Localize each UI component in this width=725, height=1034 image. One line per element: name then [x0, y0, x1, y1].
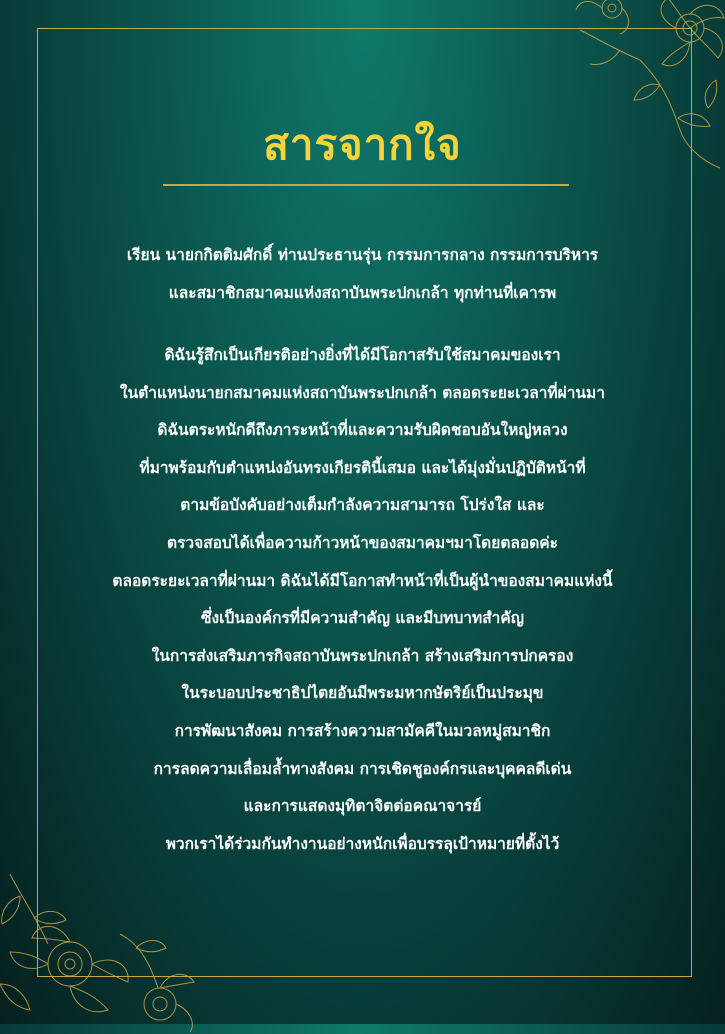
body-line: ดิฉันรู้สึกเป็นเกียรติอย่างยิ่งที่ได้มีโอกาสรับใช้สมาคมของเรา — [164, 346, 561, 364]
body-line: ที่มาพร้อมกับตำแหน่งอันทรงเกียรตินี้เสมอ และได้มุ่งมั่นปฏิบัติหน้าที่ — [139, 458, 586, 477]
body-line: ในระบอบประชาธิปไตยอันมีพระมหากษัตริย์เป็นประมุข — [181, 684, 544, 703]
floral-corner-bottom-left-icon — [0, 834, 230, 1034]
greeting-line: เรียน นายกกิตติมศักดิ์ ท่านประธานรุ่น กรรมการกลาง กรรมการบริหาร — [126, 246, 599, 264]
body-line: ซึ่งเป็นองค์กรที่มีความสำคัญ และมีบทบาทสำคัญ — [201, 609, 524, 628]
body-line: ในการส่งเสริมภารกิจสถาบันพระปกเกล้า สร้างเสริมการปกครอง — [151, 646, 574, 665]
body-line: ในตำแหน่งนายกสมาคมแห่งสถาบันพระปกเกล้า ตลอดระยะเวลาที่ผ่านมา — [120, 383, 605, 402]
letter-title: สารจากใจ — [263, 120, 462, 169]
body-line: การพัฒนาสังคม การสร้างความสามัคคีในมวลหมู่สมาชิก — [174, 721, 551, 740]
body-line: ตามข้อบังคับอย่างเต็มกำลังความสามารถ โปร่งใส และ — [180, 496, 545, 515]
body-line: พวกเราได้ร่วมกันทำงานอย่างหนักเพื่อบรรลุเป้าหมายที่ตั้งไว้ — [165, 834, 560, 853]
greeting-line: และสมาชิกสมาคมแห่งสถาบันพระปกเกล้า ทุกท่านที่เคารพ — [168, 284, 557, 302]
title-divider — [163, 184, 569, 186]
body-line: ตลอดระยะเวลาที่ผ่านมา ดิฉันได้มีโอกาสทำหน้าที่เป็นผู้นำของสมาคมแห่งนี้ — [112, 571, 613, 590]
body-line: การลดความเลื่อมล้ำทางสังคม การเชิดชูองค์กรและบุคคลดีเด่น — [153, 759, 572, 778]
body-line: ดิฉันตระหนักดีถึงภาระหน้าที่และความรับผิดชอบอันใหญ่หลวง — [157, 421, 568, 440]
body-line: ตรวจสอบได้เพื่อความก้าวหน้าของสมาคมฯมาโดยตลอดค่ะ — [167, 533, 558, 552]
letter-body — [40, 337, 685, 863]
letter-greeting — [40, 236, 685, 312]
body-line: และการแสดงมุทิตาจิตต่อคณาจารย์ — [243, 797, 482, 816]
